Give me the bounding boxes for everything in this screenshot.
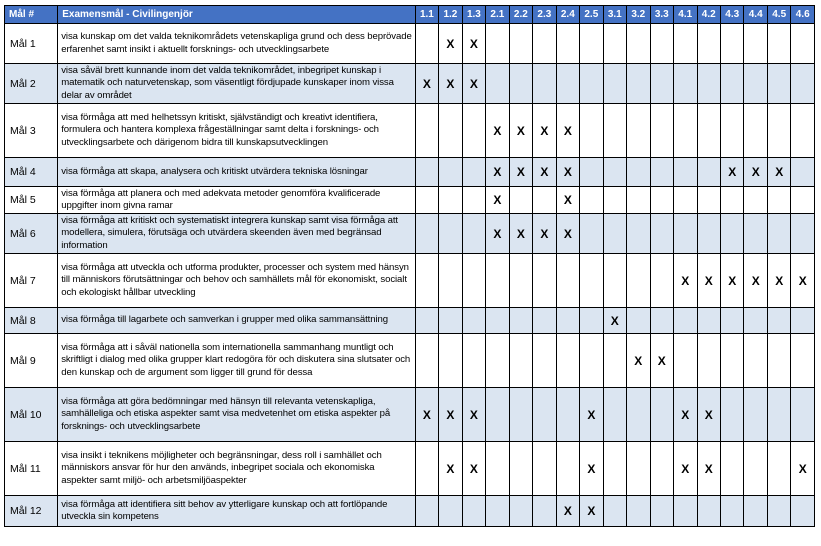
mark-cell: [744, 308, 767, 334]
mark-cell: [744, 104, 767, 158]
mark-cell: [603, 442, 626, 496]
mark-cell: X: [720, 254, 743, 308]
mark-cell: [627, 496, 650, 527]
goals-matrix: [4, 5, 815, 527]
mark-cell: [720, 187, 743, 214]
mark-cell: [439, 104, 462, 158]
mark-cell: [509, 64, 532, 104]
mark-cell: [674, 496, 697, 527]
mark-cell: X: [697, 254, 720, 308]
mark-cell: [415, 187, 438, 214]
mark-cell: [767, 104, 790, 158]
mark-cell: [767, 64, 790, 104]
mark-cell: [415, 104, 438, 158]
mark-cell: [697, 334, 720, 388]
header-course-3-2: 3.2: [627, 6, 650, 24]
mark-cell: [603, 104, 626, 158]
mark-cell: [415, 442, 438, 496]
mark-cell: [439, 334, 462, 388]
goal-number: Mål 10: [5, 388, 58, 442]
mark-cell: X: [650, 334, 673, 388]
goal-row: [5, 64, 815, 104]
mark-cell: [580, 158, 603, 187]
mark-cell: [744, 388, 767, 442]
mark-cell: [580, 187, 603, 214]
mark-cell: X: [509, 214, 532, 254]
header-course-4-5: 4.5: [767, 6, 790, 24]
mark-cell: [720, 496, 743, 527]
mark-cell: [674, 334, 697, 388]
mark-cell: [533, 334, 556, 388]
header-course-4-1: 4.1: [674, 6, 697, 24]
mark-cell: [603, 254, 626, 308]
mark-cell: [509, 254, 532, 308]
mark-cell: X: [533, 104, 556, 158]
mark-cell: [439, 308, 462, 334]
mark-cell: [744, 214, 767, 254]
mark-cell: [462, 308, 485, 334]
mark-cell: [697, 24, 720, 64]
goal-description: visa förmåga att utveckla och utforma produkter, processer och system med hänsyn till människors förutsättningar och behov och samhällets mål för ekonomiskt, socialt och ekologiskt hållbar utveckling: [58, 254, 415, 308]
mark-cell: [462, 214, 485, 254]
mark-cell: [791, 214, 815, 254]
mark-cell: [720, 64, 743, 104]
mark-cell: [462, 104, 485, 158]
mark-cell: [415, 334, 438, 388]
mark-cell: X: [627, 334, 650, 388]
mark-cell: X: [439, 388, 462, 442]
mark-cell: [533, 308, 556, 334]
mark-cell: [439, 254, 462, 308]
mark-cell: [767, 334, 790, 388]
mark-cell: [439, 214, 462, 254]
mark-cell: [744, 187, 767, 214]
mark-cell: [556, 308, 579, 334]
mark-cell: [697, 64, 720, 104]
mark-cell: [744, 442, 767, 496]
goal-description: visa förmåga att kritiskt och systematiskt integrera kunskap samt visa förmåga att modellera, simulera, förutsäga och utvärdera skeenden även med begränsad information: [58, 214, 415, 254]
mark-cell: X: [439, 64, 462, 104]
header-course-2-1: 2.1: [486, 6, 509, 24]
mark-cell: [791, 24, 815, 64]
mark-cell: X: [674, 388, 697, 442]
header-course-4-6: 4.6: [791, 6, 815, 24]
mark-cell: X: [791, 254, 815, 308]
mark-cell: [486, 64, 509, 104]
goal-description: visa förmåga att göra bedömningar med hänsyn till relevanta vetenskapliga, samhälleliga och etiska aspekter samt visa medvetenhet om etiska aspekter på forsknings- och utvecklingsarbete: [58, 388, 415, 442]
mark-cell: [509, 308, 532, 334]
header-course-4-4: 4.4: [744, 6, 767, 24]
goal-row: [5, 388, 815, 442]
mark-cell: [509, 24, 532, 64]
mark-cell: [533, 442, 556, 496]
mark-cell: [486, 24, 509, 64]
mark-cell: [556, 334, 579, 388]
mark-cell: [720, 24, 743, 64]
mark-cell: X: [556, 214, 579, 254]
mark-cell: [650, 254, 673, 308]
mark-cell: [509, 496, 532, 527]
mark-cell: X: [580, 442, 603, 496]
mark-cell: X: [556, 104, 579, 158]
mark-cell: [556, 254, 579, 308]
mark-cell: [533, 24, 556, 64]
goal-number: Mål 4: [5, 158, 58, 187]
mark-cell: [627, 24, 650, 64]
mark-cell: X: [674, 254, 697, 308]
mark-cell: [697, 214, 720, 254]
mark-cell: X: [697, 442, 720, 496]
mark-cell: [791, 388, 815, 442]
mark-cell: [744, 334, 767, 388]
mark-cell: [439, 187, 462, 214]
header-course-1-1: 1.1: [415, 6, 438, 24]
goal-number: Mål 12: [5, 496, 58, 527]
mark-cell: [415, 308, 438, 334]
mark-cell: X: [533, 158, 556, 187]
mark-cell: [650, 308, 673, 334]
mark-cell: [533, 254, 556, 308]
header-course-1-2: 1.2: [439, 6, 462, 24]
mark-cell: [580, 214, 603, 254]
mark-cell: X: [462, 64, 485, 104]
mark-cell: [439, 158, 462, 187]
mark-cell: [697, 496, 720, 527]
mark-cell: [697, 308, 720, 334]
goal-description: visa förmåga att planera och med adekvata metoder genomföra kvalificerade uppgifter inom givna ramar: [58, 187, 415, 214]
mark-cell: [580, 334, 603, 388]
mark-cell: [509, 442, 532, 496]
goal-description: visa förmåga att skapa, analysera och kritiskt utvärdera tekniska lösningar: [58, 158, 415, 187]
mark-cell: X: [462, 388, 485, 442]
goal-number: Mål 9: [5, 334, 58, 388]
mark-cell: [556, 24, 579, 64]
header-row: [5, 6, 815, 24]
mark-cell: [767, 442, 790, 496]
mark-cell: [462, 187, 485, 214]
mark-cell: X: [533, 214, 556, 254]
goal-number: Mål 11: [5, 442, 58, 496]
mark-cell: [603, 187, 626, 214]
mark-cell: X: [556, 187, 579, 214]
mark-cell: [486, 334, 509, 388]
mark-cell: [580, 64, 603, 104]
mark-cell: [439, 496, 462, 527]
goal-row: [5, 187, 815, 214]
mark-cell: [603, 158, 626, 187]
mark-cell: [650, 24, 673, 64]
mark-cell: [509, 334, 532, 388]
mark-cell: [791, 334, 815, 388]
mark-cell: [533, 64, 556, 104]
mark-cell: [603, 334, 626, 388]
mark-cell: [674, 308, 697, 334]
goal-number: Mål 2: [5, 64, 58, 104]
goal-description: visa förmåga att i såväl nationella som internationella sammanhang muntligt och skriftligt i dialog med olika grupper klart redogöra för och diskutera sina slutsater och den kunskap och de argument som ligger till grund för dessa: [58, 334, 415, 388]
mark-cell: [580, 254, 603, 308]
goal-number: Mål 3: [5, 104, 58, 158]
mark-cell: [791, 158, 815, 187]
mark-cell: X: [556, 496, 579, 527]
mark-cell: [486, 388, 509, 442]
header-course-3-1: 3.1: [603, 6, 626, 24]
mark-cell: [627, 254, 650, 308]
mark-cell: [674, 187, 697, 214]
mark-cell: [627, 308, 650, 334]
header-goal-number: Mål #: [5, 6, 58, 24]
mark-cell: [486, 442, 509, 496]
mark-cell: [533, 388, 556, 442]
mark-cell: [697, 187, 720, 214]
mark-cell: X: [509, 158, 532, 187]
mark-cell: [603, 214, 626, 254]
goal-description: visa insikt i teknikens möjligheter och begränsningar, dess roll i samhället och människors ansvar för hur den används, inbegripet sociala och ekonomiska aspekter samt miljö- och arbetsmiljöaspekter: [58, 442, 415, 496]
mark-cell: [603, 64, 626, 104]
mark-cell: [486, 496, 509, 527]
mark-cell: [767, 24, 790, 64]
goal-description: visa kunskap om det valda teknikområdets vetenskapliga grund och dess beprövade erfarenhet samt insikt i aktuellt forsknings- och utvecklingsarbete: [58, 24, 415, 64]
mark-cell: X: [767, 254, 790, 308]
header-course-1-3: 1.3: [462, 6, 485, 24]
mark-cell: [791, 187, 815, 214]
mark-cell: [674, 104, 697, 158]
mark-cell: [674, 64, 697, 104]
mark-cell: X: [744, 254, 767, 308]
mark-cell: [767, 308, 790, 334]
header-exam-goals: Examensmål - Civilingenjör: [58, 6, 415, 24]
mark-cell: [556, 388, 579, 442]
mark-cell: [720, 104, 743, 158]
mark-cell: [603, 388, 626, 442]
mark-cell: [627, 442, 650, 496]
mark-cell: [415, 254, 438, 308]
mark-cell: [509, 187, 532, 214]
mark-cell: X: [744, 158, 767, 187]
goal-description: visa förmåga att identifiera sitt behov av ytterligare kunskap och att fortlöpande utveckla sin kompetens: [58, 496, 415, 527]
mark-cell: [627, 388, 650, 442]
mark-cell: X: [674, 442, 697, 496]
mark-cell: [533, 187, 556, 214]
mark-cell: [556, 64, 579, 104]
goal-row: [5, 158, 815, 187]
goal-row: [5, 334, 815, 388]
goal-row: [5, 254, 815, 308]
mark-cell: [650, 214, 673, 254]
goal-row: [5, 214, 815, 254]
goal-row: [5, 308, 815, 334]
mark-cell: [744, 496, 767, 527]
mark-cell: [603, 24, 626, 64]
mark-cell: X: [603, 308, 626, 334]
mark-cell: [627, 104, 650, 158]
mark-cell: X: [791, 442, 815, 496]
mark-cell: [720, 214, 743, 254]
mark-cell: [627, 158, 650, 187]
mark-cell: X: [415, 64, 438, 104]
goal-description: visa såväl brett kunnande inom det valda teknikområdet, inbegripet kunskap i matematik och naturvetenskap, som väsentligt fördjupade kunskaper inom vissa delar av området: [58, 64, 415, 104]
mark-cell: [556, 442, 579, 496]
mark-cell: [462, 158, 485, 187]
mark-cell: [650, 187, 673, 214]
header-course-2-3: 2.3: [533, 6, 556, 24]
header-course-2-5: 2.5: [580, 6, 603, 24]
goals-table: [4, 5, 815, 527]
mark-cell: X: [486, 104, 509, 158]
mark-cell: [767, 496, 790, 527]
mark-cell: [580, 104, 603, 158]
mark-cell: [720, 334, 743, 388]
goal-number: Mål 5: [5, 187, 58, 214]
goal-number: Mål 1: [5, 24, 58, 64]
mark-cell: [744, 64, 767, 104]
mark-cell: [791, 64, 815, 104]
mark-cell: X: [580, 388, 603, 442]
mark-cell: [650, 442, 673, 496]
goal-row: [5, 442, 815, 496]
mark-cell: [791, 104, 815, 158]
mark-cell: [791, 308, 815, 334]
mark-cell: [650, 64, 673, 104]
mark-cell: X: [439, 442, 462, 496]
goal-row: [5, 496, 815, 527]
header-course-3-3: 3.3: [650, 6, 673, 24]
mark-cell: X: [486, 214, 509, 254]
mark-cell: X: [486, 158, 509, 187]
mark-cell: [767, 388, 790, 442]
mark-cell: [674, 214, 697, 254]
mark-cell: X: [580, 496, 603, 527]
mark-cell: [415, 214, 438, 254]
mark-cell: [767, 187, 790, 214]
mark-cell: X: [462, 24, 485, 64]
mark-cell: [720, 388, 743, 442]
mark-cell: [650, 388, 673, 442]
goal-row: [5, 24, 815, 64]
mark-cell: [674, 158, 697, 187]
mark-cell: [791, 496, 815, 527]
mark-cell: [697, 158, 720, 187]
goal-description: visa förmåga att med helhetssyn kritiskt, självständigt och kreativt identifiera, formulera och hantera komplexa frågeställningar samt delta i forsknings- och utvecklingsarbete och därigenom bidra till kunskapsutvecklingen: [58, 104, 415, 158]
header-course-4-2: 4.2: [697, 6, 720, 24]
mark-cell: X: [439, 24, 462, 64]
mark-cell: X: [415, 388, 438, 442]
mark-cell: [627, 64, 650, 104]
header-course-2-2: 2.2: [509, 6, 532, 24]
goal-number: Mål 8: [5, 308, 58, 334]
goal-description: visa förmåga till lagarbete och samverkan i grupper med olika sammansättning: [58, 308, 415, 334]
mark-cell: [720, 442, 743, 496]
mark-cell: X: [462, 442, 485, 496]
goal-number: Mål 6: [5, 214, 58, 254]
mark-cell: X: [767, 158, 790, 187]
mark-cell: X: [720, 158, 743, 187]
mark-cell: [674, 24, 697, 64]
mark-cell: [509, 388, 532, 442]
mark-cell: [580, 308, 603, 334]
mark-cell: [462, 334, 485, 388]
mark-cell: [650, 158, 673, 187]
mark-cell: [627, 187, 650, 214]
mark-cell: X: [697, 388, 720, 442]
mark-cell: [415, 158, 438, 187]
mark-cell: [415, 496, 438, 527]
mark-cell: [744, 24, 767, 64]
mark-cell: X: [486, 187, 509, 214]
header-course-4-3: 4.3: [720, 6, 743, 24]
mark-cell: [533, 496, 556, 527]
mark-cell: [627, 214, 650, 254]
mark-cell: [580, 24, 603, 64]
mark-cell: X: [509, 104, 532, 158]
mark-cell: [720, 308, 743, 334]
mark-cell: [415, 24, 438, 64]
goal-number: Mål 7: [5, 254, 58, 308]
mark-cell: [697, 104, 720, 158]
header-course-2-4: 2.4: [556, 6, 579, 24]
mark-cell: [462, 496, 485, 527]
mark-cell: [462, 254, 485, 308]
goal-row: [5, 104, 815, 158]
mark-cell: [486, 308, 509, 334]
mark-cell: [486, 254, 509, 308]
mark-cell: [603, 496, 626, 527]
mark-cell: [767, 214, 790, 254]
mark-cell: [650, 496, 673, 527]
mark-cell: [650, 104, 673, 158]
mark-cell: X: [556, 158, 579, 187]
